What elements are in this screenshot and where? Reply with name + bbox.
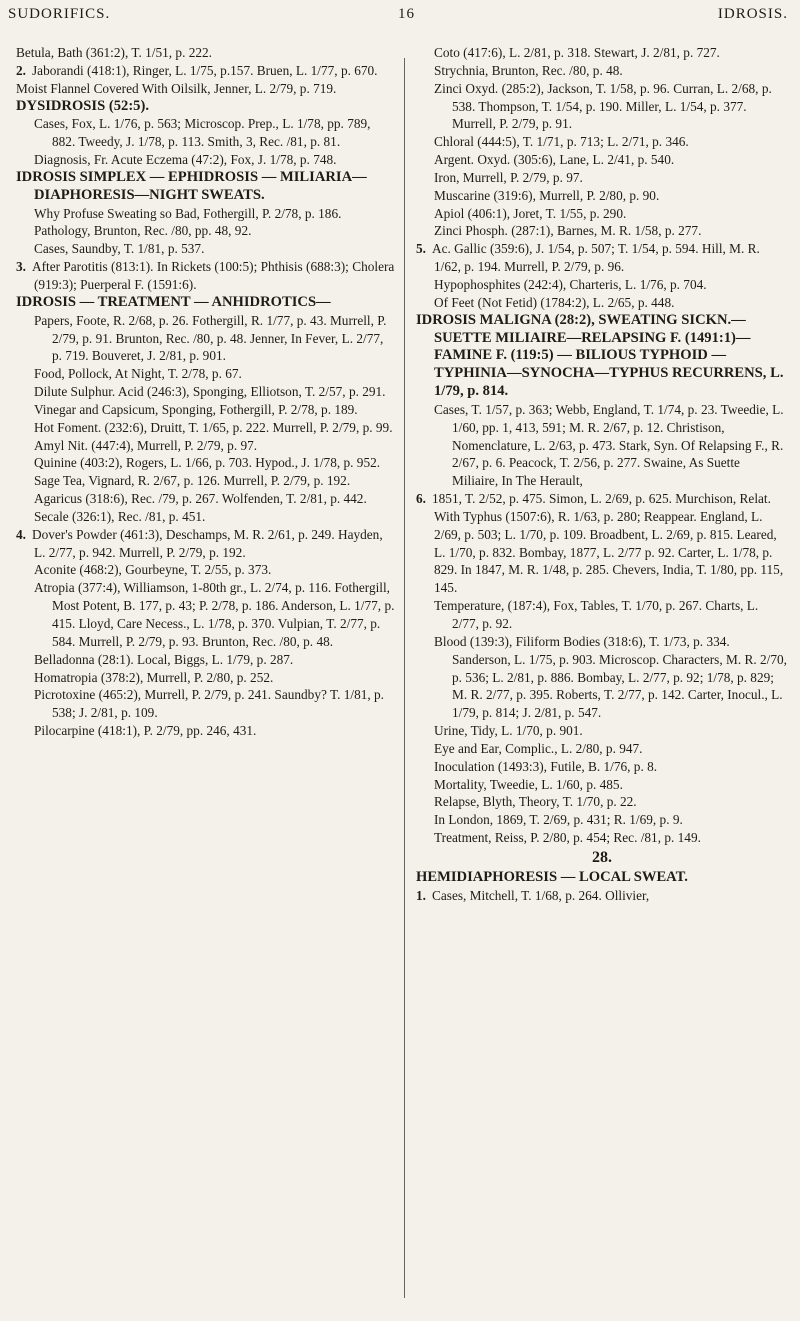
index-subentry [16,151,396,169]
entry-text: 1851, T. 2/52, p. 475. Simon, L. 2/69, p. 625. Murchison, Relat. With Typhus (1507:6), R. 1/63, p. 280; Reappear. England, L. 2/69, p. 503; L. 1/70, p. 109. Broadbent, L. 2/69, p. 815. Leared, L. 1/70, p. 832. Bombay, 1877, L. 2/77 p. 92. Carter, L. 1/78, p. 829. In 1847, M. R. 1/48, p. 285. Chevers, India, T. 1/80, pp. 115, 145. [432,491,784,596]
index-subentry [416,776,788,794]
entry-text: Agaricus (318:6), Rec. /79, p. 267. Wolfenden, T. 2/81, p. 442. [34,491,367,507]
entry-text: Inoculation (1493:3), Futile, B. 1/76, p. 8. [434,758,658,774]
index-subentry [16,579,396,650]
entry-text: Diagnosis, Fr. Acute Eczema (47:2), Fox, J. 1/78, p. 748. [34,152,337,168]
entry-text: Quinine (403:2), Rogers, L. 1/66, p. 703. Hypod., J. 1/78, p. 952. [34,455,381,471]
entry-number: 5. [416,241,426,257]
entry-text: Moist Flannel Covered With Oilsilk, Jenner, L. 2/79, p. 719. [16,80,337,96]
index-subentry [16,669,396,687]
section-heading [416,312,788,401]
index-subentry [16,508,396,526]
entry-text: Coto (417:6), L. 2/81, p. 318. Stewart, J. 2/81, p. 727. [434,45,720,60]
index-subentry [16,686,396,722]
entry-text: Mortality, Tweedie, L. 1/60, p. 485. [434,776,623,792]
entry-text: Sage Tea, Vignard, R. 2/67, p. 126. Murrell, P. 2/79, p. 192. [34,473,351,489]
entry-text: Hot Foment. (232:6), Druitt, T. 1/65, p. 222. Murrell, P. 2/79, p. 99. [34,419,393,435]
entry-text: Betula, Bath (361:2), T. 1/51, p. 222. [16,45,212,60]
entry-number: 6. [416,491,426,507]
index-subentry [16,437,396,455]
index-subentry [16,651,396,669]
index-subentry [416,811,788,829]
index-subentry [416,187,788,205]
entry-text: Aconite (468:2), Gourbeyne, T. 2/55, p. 373. [34,562,272,578]
index-entry [416,887,788,905]
index-subentry [416,758,788,776]
entry-text: Food, Pollock, At Night, T. 2/78, p. 67. [34,366,242,382]
entry-text: IDROSIS MALIGNA (28:2), SWEATING SICKN.—SUETTE MILIAIRE—RELAPSING F. (1491:1)—FAMINE F. (119:5) — BILIOUS TYPHOID — TYPHINIA—SYNOCHA—TYPHUS RECURRENS, L. 1/79, p. 814. [416,311,784,400]
entry-text: Amyl Nit. (447:4), Murrell, P. 2/79, p. 97. [34,437,258,453]
section-heading [16,98,396,116]
page-number: 16 [398,6,415,22]
index-subentry [416,169,788,187]
right-column [416,44,788,905]
entry-text: Zinci Oxyd. (285:2), Jackson, T. 1/58, p. 96. Curran, L. 2/68, p. 538. Thompson, T. 1/54, p. 190. Miller, L. 1/54, p. 377. Murrell, P. 2/79, p. 91. [434,80,772,132]
entry-text: Papers, Foote, R. 2/68, p. 26. Fothergill, R. 1/77, p. 43. Murrell, P. 2/79, p. 91. Brunton, Rec. /80, p. 48. Jenner, In Fever, L. 2/77, p. 719. Bouveret, J. 2/81, p. 901. [34,312,387,364]
entry-text: Urine, Tidy, L. 1/70, p. 901. [434,723,583,739]
section-heading [416,869,788,887]
entry-text: Cases, Fox, L. 1/76, p. 563; Microscop. Prep., L. 1/78, pp. 789, 882. Tweedy, J. 1/78, p. 113. Smith, 3, Rec. /81, p. 81. [34,116,371,150]
entry-text: Chloral (444:5), T. 1/71, p. 713; L. 2/71, p. 346. [434,134,689,150]
index-subentry [416,133,788,151]
entry-text: Homatropia (378:2), Murrell, P. 2/80, p. 252. [34,669,274,685]
index-subentry [16,383,396,401]
entry-text: Hypophosphites (242:4), Charteris, L. 1/76, p. 704. [434,276,707,292]
left-column [16,44,396,740]
entry-text: Dilute Sulphur. Acid (246:3), Sponging, Elliotson, T. 2/57, p. 291. [34,384,386,400]
header-section-title: SUDORIFICS. [8,6,111,22]
index-subentry [16,222,396,240]
index-subentry [16,115,396,151]
index-subentry [416,62,788,80]
entry-text: 28. [592,848,612,866]
entry-text: Atropia (377:4), Williamson, 1-80th gr., L. 2/74, p. 116. Fothergill, Most Potent, B. 177, p. 43; P. 2/78, p. 186. Anderson, L. 1/77, p. 415. Lloyd, Care Necess., L. 1/78, p. 370. Vulpian, T. 2/77, p. 584. Murrell, P. 2/79, p. 93. Brunton, Rec. /80, p. 48. [34,580,395,649]
index-entry [16,258,396,294]
index-subentry [416,151,788,169]
entry-text: Strychnia, Brunton, Rec. /80, p. 48. [434,62,623,78]
entry-text: Ac. Gallic (359:6), J. 1/54, p. 507; T. 1/54, p. 594. Hill, M. R. 1/62, p. 194. Murrell, P. 2/79, p. 96. [432,241,760,275]
entry-text: IDROSIS SIMPLEX — EPHIDROSIS — MILIARIA—DIAPHORESIS—NIGHT SWEATS. [16,168,367,203]
entry-text: Cases, Saundby, T. 1/81, p. 537. [34,241,205,257]
entry-text: After Parotitis (813:1). In Rickets (100:5); Phthisis (688:3); Cholera (919:3); Puerperal F. (1591:6). [32,259,395,292]
entry-text: In London, 1869, T. 2/69, p. 431; R. 1/69, p. 9. [434,812,683,828]
index-subentry [16,454,396,472]
index-subentry [16,240,396,258]
index-entry [16,80,396,98]
entry-text: Blood (139:3), Filiform Bodies (318:6), T. 1/73, p. 334. Sanderson, L. 1/75, p. 903. Microscop. Characters, M. R. 2/70, p. 536; L. 2/81, p. 886. Bombay, L. 2/77, p. 92; 1/78, p. 829; M. R. 2/77, p. 395. Roberts, T. 2/77, p. 142. Carter, Inocul., L. 1/79, p. 814; J. 2/81, p. 547. [434,633,787,721]
index-entry [16,526,396,562]
index-subentry [416,597,788,633]
entry-number: 2. [16,62,26,78]
index-subentry [416,44,788,62]
section-heading [16,169,396,205]
entry-text: IDROSIS — TREATMENT — ANHIDROTICS— [16,293,331,310]
entry-text: HEMIDIAPHORESIS — LOCAL SWEAT. [416,868,688,885]
entry-text: Belladonna (28:1). Local, Biggs, L. 1/79, p. 287. [34,651,294,667]
entry-text: Cases, Mitchell, T. 1/68, p. 264. Ollivier, [432,887,650,903]
index-subentry [416,222,788,240]
entry-text: Muscarine (319:6), Murrell, P. 2/80, p. 90. [434,187,660,203]
entry-text: Apiol (406:1), Joret, T. 1/55, p. 290. [434,205,627,221]
index-entry [16,62,396,80]
entry-text: Pathology, Brunton, Rec. /80, pp. 48, 92. [34,223,252,239]
index-subentry [16,472,396,490]
entry-text: Pilocarpine (418:1), P. 2/79, pp. 246, 431. [34,723,257,739]
entry-text: Vinegar and Capsicum, Sponging, Fothergill, P. 2/78, p. 189. [34,401,358,417]
index-entry [416,240,788,276]
index-subentry [416,401,788,490]
index-subentry [416,205,788,223]
index-subentry [16,205,396,223]
entry-text: DYSIDROSIS (52:5). [16,97,149,114]
index-subentry [16,419,396,437]
entry-text: Relapse, Blyth, Theory, T. 1/70, p. 22. [434,794,637,810]
index-subentry [416,829,788,847]
index-subentry [16,365,396,383]
entry-text: Secale (326:1), Rec. /81, p. 451. [34,508,206,524]
entry-text: Why Profuse Sweating so Bad, Fothergill, P. 2/78, p. 186. [34,205,342,221]
entry-text: Eye and Ear, Complic., L. 2/80, p. 947. [434,740,643,756]
index-subentry [416,740,788,758]
index-entry [416,490,788,597]
index-subentry [16,401,396,419]
entry-text: Temperature, (187:4), Fox, Tables, T. 1/70, p. 267. Charts, L. 2/77, p. 92. [434,598,759,631]
index-subentry [16,561,396,579]
entry-text: Dover's Powder (461:3), Deschamps, M. R. 2/61, p. 249. Hayden, L. 2/77, p. 942. Murrell, P. 2/79, p. 192. [32,526,383,560]
entry-text: Treatment, Reiss, P. 2/80, p. 454; Rec. /81, p. 149. [434,830,701,846]
entry-number: 4. [16,526,26,542]
section-number [416,849,788,867]
entry-number: 1. [416,887,426,903]
header-topic: IDROSIS. [717,6,788,22]
index-subentry [416,80,788,134]
entry-text: Zinci Phosph. (287:1), Barnes, M. R. 1/58, p. 277. [434,223,702,239]
index-subentry [416,793,788,811]
index-subentry [16,722,396,740]
index-subentry [16,490,396,508]
entry-text: Of Feet (Not Fetid) (1784:2), L. 2/65, p. 448. [434,294,675,310]
entry-text: Argent. Oxyd. (305:6), Lane, L. 2/41, p. 540. [434,152,675,168]
column-divider [404,58,405,1298]
index-subentry [416,722,788,740]
entry-text: Picrotoxine (465:2), Murrell, P. 2/79, p. 241. Saundby? T. 1/81, p. 538; J. 2/81, p. 109. [34,687,385,721]
entry-text: Jaborandi (418:1), Ringer, L. 1/75, p.157. Bruen, L. 1/77, p. 670. [32,62,378,78]
entry-text: Cases, T. 1/57, p. 363; Webb, England, T. 1/74, p. 23. Tweedie, L. 1/60, pp. 1, 413, 591; M. R. 2/67, p. 12. Christison, Nomenclature, L. 2/63, p. 473. Stark, Syn. Of Relapsing F., R. 2/67, p. 6. Peacock, T. 2/56, p. 277. Swaine, As Suette Miliaire, In The Herault, [434,401,784,489]
index-entry [16,44,396,62]
entry-number: 3. [16,259,26,275]
index-subentry [416,276,788,294]
index-subentry [416,633,788,722]
index-subentry [16,312,396,366]
index-subentry [416,294,788,312]
running-header [8,6,788,30]
section-heading [16,294,396,312]
entry-text: Iron, Murrell, P. 2/79, p. 97. [434,169,583,185]
